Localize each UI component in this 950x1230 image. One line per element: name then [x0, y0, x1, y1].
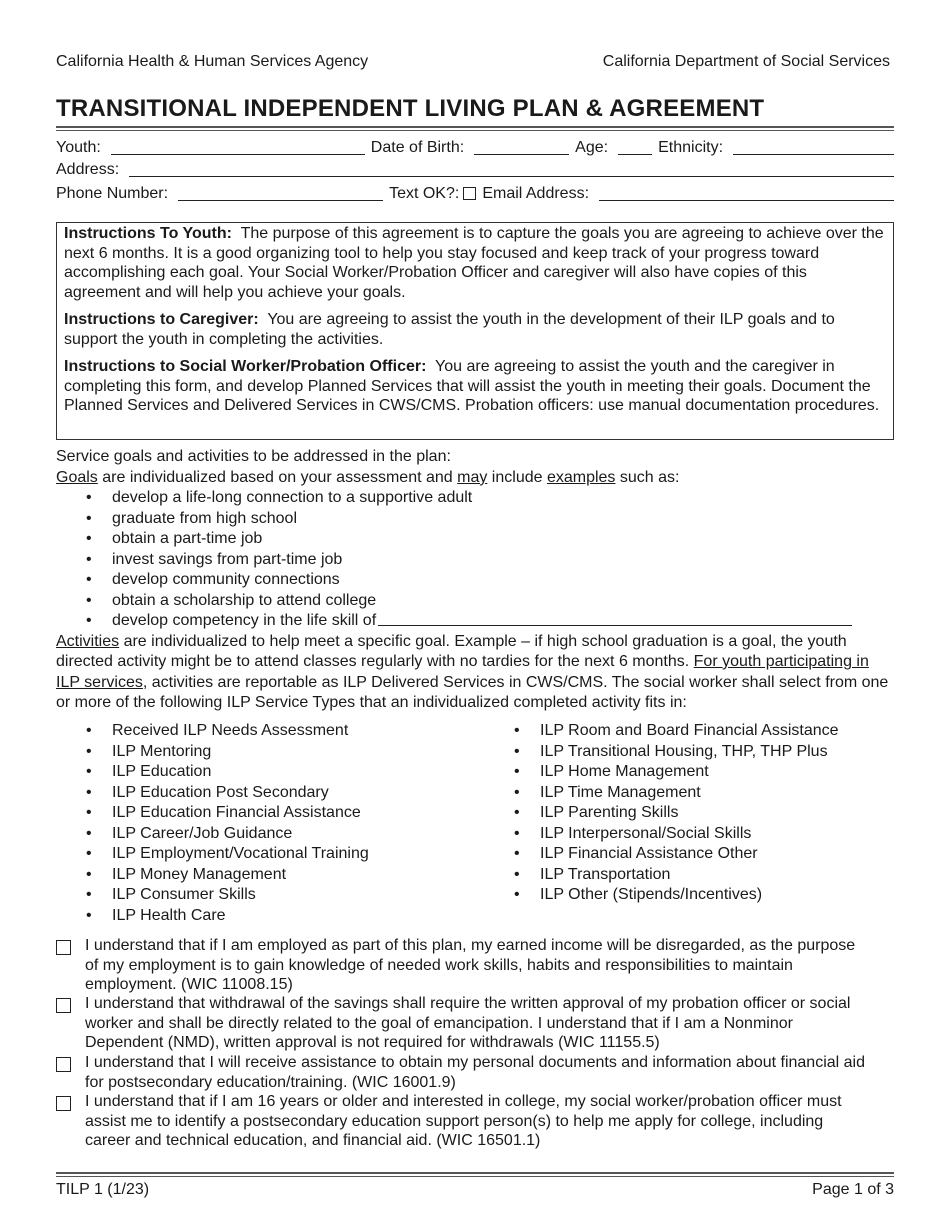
address-row — [56, 160, 894, 180]
text-ok-checkbox[interactable] — [463, 187, 476, 200]
life-skill-field[interactable] — [378, 611, 852, 626]
youth-field[interactable] — [111, 140, 365, 155]
acknowledgement-checkbox[interactable] — [56, 1096, 71, 1111]
ethnicity-label: Ethnicity: — [658, 139, 724, 156]
service-type: • ILP Consumer Skills — [56, 885, 476, 906]
text: may — [457, 468, 488, 486]
service-type: • ILP Education — [56, 762, 476, 783]
goals-section — [56, 447, 896, 714]
acknowledgement-checkbox[interactable] — [56, 998, 71, 1013]
text: activities are reportable as ILP Delivered Services in CWS/CMS. The social worker shall select from one or more of the following ILP Service Types that an individualized completed activity fits in: — [56, 673, 889, 711]
email-field[interactable] — [599, 186, 894, 201]
text: are individualized to help meet a specific goal. Example – if high school graduation is a goal, the youth directed activity might be to attend classes regularly with no tardies for the next 6 months. — [56, 632, 847, 670]
phone-field[interactable] — [178, 186, 383, 201]
address-label: Address: — [56, 161, 120, 178]
acknowledgement-text: I understand that withdrawal of the savings shall require the written approval of my probation officer or social worker and shall be directly related to the goal of emancipation. I understand that if I am a Nonminor Dependent (NMD), written approval is not required for withdrawals (WIC 11155.5) — [85, 995, 851, 1051]
instructions-youth — [64, 224, 886, 302]
page-title: TRANSITIONAL INDEPENDENT LIVING PLAN & AGREEMENT — [56, 95, 765, 122]
ethnicity-field[interactable] — [733, 140, 894, 155]
footer-divider — [56, 1172, 894, 1177]
email-label: Email Address: — [482, 185, 590, 202]
service-type: • ILP Time Management — [484, 783, 904, 804]
acknowledgement-checkbox[interactable] — [56, 1057, 71, 1072]
service-type: • ILP Parenting Skills — [484, 803, 904, 824]
acknowledgement-text: I understand that if I am 16 years or older and interested in college, my social worker/probation officer must assist me to identify a postsecondary education support person(s) to help me apply for college, including career and technical education, and financial aid. (WIC 16501.1) — [85, 1093, 842, 1149]
service-type: • ILP Home Management — [484, 762, 904, 783]
acknowledgement-employment — [56, 936, 866, 995]
acknowledgement-savings — [56, 994, 866, 1053]
goals-intro: Service goals and activities to be addressed in the plan: — [56, 448, 451, 465]
page-number: Page 1 of 3 — [812, 1181, 894, 1198]
title-divider — [56, 126, 894, 131]
dob-field[interactable] — [474, 140, 569, 155]
address-field[interactable] — [129, 162, 894, 177]
agency-header: California Health & Human Services Agency — [56, 53, 369, 70]
acknowledgement-checkbox[interactable] — [56, 940, 71, 955]
goal-item-text: • develop competency in the life skill of — [112, 612, 377, 629]
acknowledgement-documents — [56, 1053, 866, 1092]
age-label: Age: — [575, 139, 609, 156]
service-type: • ILP Transportation — [484, 865, 904, 886]
service-type: • ILP Health Care — [56, 906, 476, 927]
goals-term: Goals — [56, 468, 98, 486]
goals-list — [56, 488, 896, 632]
youth-label: Youth: — [56, 139, 101, 156]
instructions-sw-text: You are agreeing to assist the youth and the caregiver in completing this form, and develop Planned Services that will assist the youth in meeting their goals. Document the Planned Services and Delivered Services in CWS/CMS. Probation officers: use manual documentation procedures. — [64, 358, 880, 414]
service-type: • ILP Education Post Secondary — [56, 783, 476, 804]
acknowledgement-text: I understand that I will receive assistance to obtain my personal documents and information about financial aid for postsecondary education/training. (WIC 16001.9) — [85, 1054, 865, 1091]
text: examples — [546, 468, 616, 486]
dob-label: Date of Birth: — [370, 139, 465, 156]
service-type: • ILP Career/Job Guidance — [56, 824, 476, 845]
goal-item: • graduate from high school — [56, 509, 896, 530]
goal-item: • obtain a scholarship to attend college — [56, 591, 896, 612]
acknowledgement-text: I understand that if I am employed as part of this plan, my earned income will be disregarded, as the purpose of my employment is to gain knowledge of needed work skills, habits and responsibilities to maintain employment. (WIC 11008.15) — [85, 937, 856, 993]
activities-description — [56, 632, 896, 714]
text: For youth participating in ILP services, — [56, 653, 869, 691]
youth-row — [56, 138, 894, 158]
phone-label: Phone Number: — [56, 185, 169, 202]
goal-item: • develop a life-long connection to a supportive adult — [56, 488, 896, 509]
instructions-sw-label: Instructions to Social Worker/Probation Officer: — [64, 358, 427, 375]
goal-item: • obtain a part-time job — [56, 529, 896, 550]
acknowledgement-college — [56, 1092, 866, 1151]
phone-row — [56, 184, 894, 204]
service-type: • ILP Financial Assistance Other — [484, 844, 904, 865]
form-id: TILP 1 (1/23) — [56, 1181, 150, 1198]
instructions-youth-text: The purpose of this agreement is to capture the goals you are agreeing to achieve over the next 6 months. It is a good organizing tool to help you stay focused and keep track of your progress toward accomplishing each goal. Your Social Worker/Probation Officer and caregiver will also have copies of this agreement and will help you achieve your goals. — [64, 225, 884, 301]
service-type: • ILP Employment/Vocational Training — [56, 844, 476, 865]
text: such as: — [615, 468, 680, 486]
service-type: • ILP Other (Stipends/Incentives) — [484, 885, 904, 906]
service-type: • ILP Education Financial Assistance — [56, 803, 476, 824]
instructions-caregiver — [64, 310, 886, 349]
goal-item: • invest savings from part-time job — [56, 550, 896, 571]
instructions-caregiver-text: You are agreeing to assist the youth in the development of their ILP goals and to support the youth in completing the activities. — [64, 311, 835, 348]
text: include — [487, 468, 547, 486]
instructions-box — [56, 222, 894, 440]
text: are individualized based on your assessment and — [97, 468, 458, 486]
age-field[interactable] — [618, 140, 652, 155]
instructions-social-worker — [64, 357, 886, 416]
service-types-right — [484, 721, 904, 906]
service-type: • Received ILP Needs Assessment — [56, 721, 476, 742]
activities-term: Activities — [56, 632, 120, 650]
goal-item-life-skill — [56, 611, 896, 632]
service-type: • ILP Interpersonal/Social Skills — [484, 824, 904, 845]
instructions-caregiver-label: Instructions to Caregiver: — [64, 311, 259, 328]
department-header: California Department of Social Services — [602, 53, 890, 70]
service-types-left — [56, 721, 476, 926]
service-type: • ILP Mentoring — [56, 742, 476, 763]
service-type: • ILP Money Management — [56, 865, 476, 886]
text-ok-label: Text OK?: — [389, 185, 460, 202]
goals-description — [56, 468, 896, 489]
instructions-youth-label: Instructions To Youth: — [64, 225, 232, 242]
service-type: • ILP Room and Board Financial Assistance — [484, 721, 904, 742]
service-type: • ILP Transitional Housing, THP, THP Plus — [484, 742, 904, 763]
goal-item: • develop community connections — [56, 570, 896, 591]
